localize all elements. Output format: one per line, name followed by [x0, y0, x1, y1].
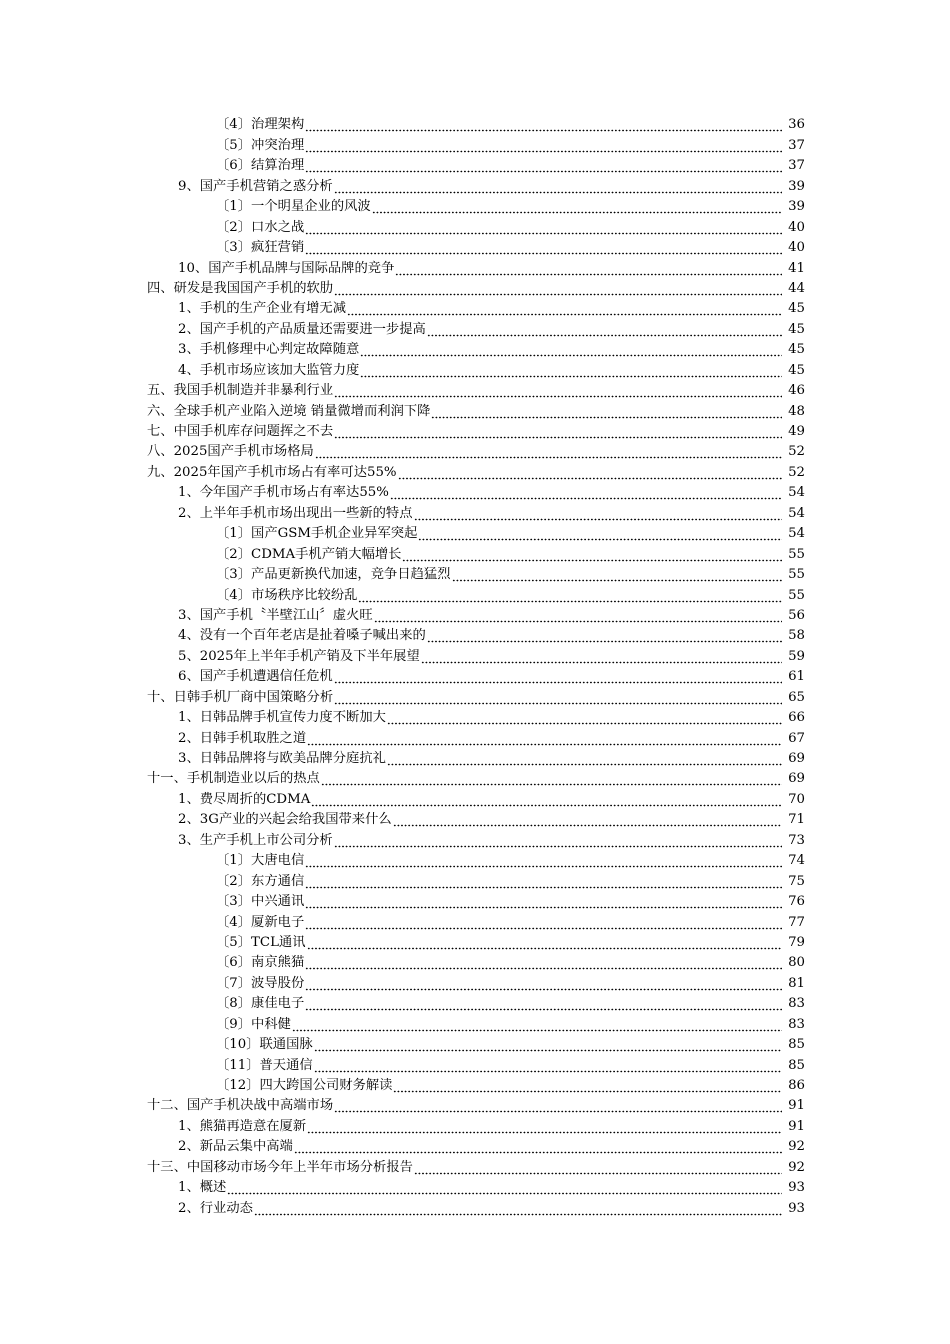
dot-leader: [314, 1038, 782, 1052]
toc-entry-page-number: 69: [788, 751, 805, 766]
dot-leader: [334, 425, 782, 439]
toc-entry-title: 〔3〕产品更新换代加速，竞争日趋猛烈: [216, 567, 451, 583]
toc-entry[interactable]: [0, 933, 805, 953]
table-of-contents: [0, 115, 950, 1219]
dot-leader: [347, 302, 782, 316]
toc-entry-page-number: 45: [788, 321, 805, 337]
dot-leader: [358, 589, 782, 603]
toc-entry[interactable]: [0, 197, 805, 217]
toc-entry-title: 〔6〕结算治理: [216, 158, 305, 174]
dot-leader: [398, 466, 782, 480]
toc-entry-page-number: 91: [788, 1118, 805, 1134]
toc-entry-title: 十、日韩手机厂商中国策略分析: [147, 689, 334, 705]
toc-entry-title: 2、上半年手机市场出现出一些新的特点: [178, 505, 413, 521]
toc-entry-title: 〔1〕大唐电信: [216, 853, 305, 869]
toc-entry-title: 〔4〕市场秩序比较纷乱: [216, 587, 358, 603]
toc-entry-page-number: 86: [788, 1078, 805, 1093]
dot-leader: [414, 507, 782, 521]
dot-leader: [395, 262, 782, 276]
toc-entry[interactable]: [0, 401, 805, 421]
toc-entry-title: 〔3〕中兴通讯: [216, 894, 305, 910]
toc-entry-page-number: 39: [788, 178, 805, 194]
toc-entry-page-number: 49: [788, 424, 805, 439]
toc-entry-page-number: 56: [788, 607, 805, 623]
toc-entry-title: 〔4〕厦新电子: [216, 914, 305, 930]
toc-entry[interactable]: [0, 646, 805, 666]
dot-leader: [334, 180, 782, 194]
toc-entry[interactable]: [0, 892, 805, 912]
toc-entry-title: 5、2025年上半年手机产销及下半年展望: [178, 648, 420, 664]
toc-entry-page-number: 83: [788, 996, 805, 1012]
dot-leader: [254, 1202, 782, 1216]
toc-entry[interactable]: [0, 544, 805, 564]
toc-entry-page-number: 73: [788, 832, 805, 848]
toc-entry-title: 〔6〕南京熊猫: [216, 955, 305, 971]
dot-leader: [305, 159, 782, 173]
dot-leader: [334, 670, 782, 684]
toc-entry-title: 〔5〕冲突治理: [216, 137, 305, 153]
dot-leader: [334, 1099, 782, 1113]
toc-entry-title: 3、日韩品牌将与欧美品牌分庭抗礼: [178, 751, 386, 766]
toc-entry-title: 2、新品云集中高端: [178, 1139, 293, 1155]
toc-entry-page-number: 41: [788, 260, 805, 276]
toc-entry[interactable]: [0, 912, 805, 932]
toc-entry-page-number: 45: [788, 362, 805, 378]
toc-entry-title: 3、手机修理中心判定故障随意: [178, 342, 360, 358]
toc-entry-page-number: 61: [788, 669, 805, 685]
dot-leader: [360, 364, 782, 378]
toc-entry[interactable]: [0, 953, 805, 973]
toc-entry-title: 十二、国产手机决战中高端市场: [147, 1098, 334, 1114]
toc-entry[interactable]: [0, 299, 805, 319]
toc-entry-page-number: 58: [788, 628, 805, 644]
dot-leader: [414, 1161, 782, 1175]
dot-leader: [387, 711, 782, 725]
toc-entry-page-number: 46: [788, 383, 805, 399]
toc-entry-page-number: 69: [788, 771, 805, 787]
toc-entry[interactable]: [0, 279, 805, 299]
toc-entry-title: 〔7〕波导股份: [216, 975, 305, 991]
toc-entry-page-number: 93: [788, 1180, 805, 1196]
dot-leader: [374, 609, 782, 623]
dot-leader: [372, 200, 782, 214]
toc-entry[interactable]: [0, 381, 805, 401]
dot-leader: [334, 282, 782, 296]
toc-entry-title: 〔4〕治理架构: [216, 117, 305, 133]
toc-entry-page-number: 85: [788, 1037, 805, 1053]
toc-entry[interactable]: [0, 503, 805, 523]
toc-entry[interactable]: [0, 830, 805, 850]
dot-leader: [315, 445, 782, 459]
toc-entry[interactable]: [0, 319, 805, 339]
toc-entry-page-number: 40: [788, 240, 805, 256]
toc-entry-title: 八、2025国产手机市场格局: [147, 444, 314, 460]
dot-leader: [387, 752, 782, 766]
toc-entry-page-number: 81: [788, 975, 805, 991]
toc-entry[interactable]: [0, 667, 805, 687]
dot-leader: [305, 875, 782, 889]
toc-entry-title: 九、2025年国产手机市场占有率可达55%: [147, 464, 397, 480]
toc-entry-title: 4、手机市场应该加大监管力度: [178, 362, 360, 378]
toc-entry-title: 2、日韩手机取胜之道: [178, 730, 307, 746]
toc-entry-title: 十一、手机制造业以后的热点: [147, 771, 320, 787]
toc-entry-title: 4、没有一个百年老店是扯着嗓子喊出来的: [178, 628, 426, 644]
dot-leader: [452, 568, 782, 582]
toc-entry-title: 十三、中国移动市场今年上半年市场分析报告: [147, 1159, 413, 1175]
toc-entry[interactable]: [0, 1076, 805, 1096]
toc-entry[interactable]: [0, 238, 805, 258]
toc-entry[interactable]: [0, 1096, 805, 1116]
toc-entry[interactable]: [0, 524, 805, 544]
toc-entry[interactable]: [0, 1055, 805, 1075]
toc-entry-title: 1、今年国产手机市场占有率达55%: [178, 485, 389, 501]
toc-entry[interactable]: [0, 585, 805, 605]
toc-entry-page-number: 37: [788, 137, 805, 153]
toc-entry-title: 六、全球手机产业陷入逆境 销量微增而利润下降: [147, 403, 431, 419]
dot-leader: [314, 1059, 782, 1073]
toc-entry[interactable]: [0, 687, 805, 707]
toc-entry-title: 〔11〕普天通信: [216, 1057, 313, 1073]
toc-entry-page-number: 93: [788, 1200, 805, 1216]
dot-leader: [334, 691, 782, 705]
toc-entry-title: 〔10〕联通国脉: [216, 1037, 313, 1053]
dot-leader: [307, 936, 782, 950]
toc-entry-page-number: 37: [788, 158, 805, 174]
toc-entry-title: 1、手机的生产企业有增无减: [178, 301, 347, 317]
dot-leader: [307, 1120, 782, 1134]
toc-entry-page-number: 55: [788, 546, 805, 562]
toc-entry-title: 1、费尽周折的CDMA: [178, 791, 311, 807]
toc-entry-page-number: 92: [788, 1159, 805, 1175]
toc-entry-title: 〔8〕康佳电子: [216, 996, 305, 1012]
toc-entry-title: 3、国产手机〝半壁江山〞虚火旺: [178, 607, 373, 623]
toc-entry-page-number: 45: [788, 301, 805, 317]
toc-entry[interactable]: [0, 973, 805, 993]
dot-leader: [390, 486, 782, 500]
dot-leader: [334, 834, 782, 848]
toc-entry[interactable]: [0, 1198, 805, 1218]
toc-entry-page-number: 45: [788, 342, 805, 358]
toc-entry[interactable]: [0, 994, 805, 1014]
toc-entry-page-number: 65: [788, 689, 805, 705]
toc-entry-page-number: 77: [788, 914, 805, 930]
dot-leader: [393, 813, 782, 827]
toc-entry[interactable]: [0, 422, 805, 442]
toc-entry[interactable]: [0, 769, 805, 789]
toc-entry-title: 七、中国手机库存问题挥之不去: [147, 424, 334, 439]
toc-entry-page-number: 54: [788, 485, 805, 501]
toc-entry-title: 〔2〕口水之战: [216, 219, 305, 235]
toc-entry[interactable]: [0, 442, 805, 462]
toc-entry-page-number: 76: [788, 894, 805, 910]
toc-entry-page-number: 83: [788, 1016, 805, 1032]
dot-leader: [427, 323, 782, 337]
toc-entry-page-number: 66: [788, 710, 805, 726]
toc-entry-page-number: 39: [788, 199, 805, 215]
toc-entry-page-number: 92: [788, 1139, 805, 1155]
toc-entry-title: 6、国产手机遭遇信任危机: [178, 669, 333, 685]
toc-entry-title: 五、我国手机制造并非暴利行业: [147, 383, 334, 399]
toc-entry[interactable]: [0, 1137, 805, 1157]
toc-entry[interactable]: [0, 360, 805, 380]
dot-leader: [431, 405, 782, 419]
toc-entry-page-number: 75: [788, 873, 805, 889]
dot-leader: [305, 854, 782, 868]
toc-entry-page-number: 80: [788, 955, 805, 971]
toc-entry[interactable]: [0, 1014, 805, 1034]
toc-entry-title: 1、概述: [178, 1180, 227, 1196]
toc-entry[interactable]: [0, 626, 805, 646]
toc-entry-title: 10、国产手机品牌与国际品牌的竞争: [178, 260, 395, 276]
toc-entry-title: 〔5〕TCL通讯: [216, 934, 306, 950]
dot-leader: [427, 629, 782, 643]
toc-entry-page-number: 59: [788, 648, 805, 664]
toc-entry[interactable]: [0, 708, 805, 728]
toc-entry-title: 2、行业动态: [178, 1200, 253, 1216]
dot-leader: [393, 1079, 782, 1093]
toc-entry-title: 9、国产手机营销之惑分析: [178, 178, 333, 194]
toc-entry[interactable]: [0, 176, 805, 196]
toc-entry-page-number: 71: [788, 812, 805, 828]
dot-leader: [305, 221, 782, 235]
toc-entry[interactable]: [0, 749, 805, 769]
toc-entry-page-number: 91: [788, 1098, 805, 1114]
toc-entry-title: 〔2〕CDMA手机产销大幅增长: [216, 546, 402, 562]
dot-leader: [305, 118, 782, 132]
dot-leader: [421, 650, 782, 664]
toc-entry[interactable]: [0, 115, 805, 135]
dot-leader: [334, 384, 782, 398]
toc-entry-title: 四、研发是我国国产手机的软肋: [147, 280, 334, 296]
toc-entry[interactable]: [0, 810, 805, 830]
toc-entry[interactable]: [0, 462, 805, 482]
toc-entry-page-number: 79: [788, 934, 805, 950]
toc-entry-page-number: 52: [788, 464, 805, 480]
dot-leader: [418, 527, 782, 541]
toc-entry[interactable]: [0, 1178, 805, 1198]
dot-leader: [227, 1181, 782, 1195]
toc-entry[interactable]: [0, 135, 805, 155]
toc-entry-page-number: 55: [788, 587, 805, 603]
dot-leader: [305, 895, 782, 909]
toc-entry[interactable]: [0, 340, 805, 360]
toc-entry-page-number: 74: [788, 853, 805, 869]
dot-leader: [311, 793, 782, 807]
toc-entry[interactable]: [0, 258, 805, 278]
dot-leader: [305, 241, 782, 255]
toc-entry-page-number: 36: [788, 117, 805, 133]
toc-entry-page-number: 54: [788, 526, 805, 542]
toc-entry-title: 1、熊猫再造意在厦新: [178, 1118, 307, 1134]
toc-entry-title: 〔2〕东方通信: [216, 873, 305, 889]
toc-entry[interactable]: [0, 1116, 805, 1136]
dot-leader: [305, 997, 782, 1011]
toc-entry[interactable]: [0, 565, 805, 585]
dot-leader: [294, 1140, 782, 1154]
toc-entry[interactable]: [0, 1157, 805, 1177]
dot-leader: [292, 1018, 782, 1032]
toc-entry-page-number: 48: [788, 403, 805, 419]
toc-entry[interactable]: [0, 871, 805, 891]
toc-entry-page-number: 85: [788, 1057, 805, 1073]
dot-leader: [307, 732, 782, 746]
toc-entry[interactable]: [0, 606, 805, 626]
toc-entry-page-number: 44: [788, 280, 805, 296]
toc-entry-title: 〔12〕四大跨国公司财务解读: [216, 1078, 393, 1093]
toc-entry-page-number: 70: [788, 791, 805, 807]
toc-entry-title: 3、生产手机上市公司分析: [178, 832, 333, 848]
toc-entry-title: 2、国产手机的产品质量还需要进一步提高: [178, 321, 426, 337]
dot-leader: [305, 916, 782, 930]
dot-leader: [305, 956, 782, 970]
toc-entry-page-number: 67: [788, 730, 805, 746]
toc-entry-page-number: 54: [788, 505, 805, 521]
toc-entry[interactable]: [0, 483, 805, 503]
toc-entry[interactable]: [0, 728, 805, 748]
dot-leader: [360, 343, 782, 357]
dot-leader: [321, 772, 782, 786]
toc-entry[interactable]: [0, 789, 805, 809]
toc-entry-title: 〔3〕疯狂营销: [216, 240, 305, 256]
toc-entry-title: 2、3G产业的兴起会给我国带来什么: [178, 812, 392, 828]
toc-entry-page-number: 52: [788, 444, 805, 460]
toc-entry-title: 〔1〕一个明星企业的风波: [216, 199, 371, 215]
toc-entry-title: 1、日韩品牌手机宣传力度不断加大: [178, 710, 386, 726]
toc-entry[interactable]: [0, 851, 805, 871]
toc-entry-page-number: 55: [788, 567, 805, 583]
dot-leader: [402, 548, 782, 562]
toc-entry-title: 〔1〕国产GSM手机企业异军突起: [216, 526, 418, 542]
toc-entry[interactable]: [0, 156, 805, 176]
dot-leader: [305, 139, 782, 153]
dot-leader: [305, 977, 782, 991]
toc-entry[interactable]: [0, 1035, 805, 1055]
toc-entry[interactable]: [0, 217, 805, 237]
toc-entry-page-number: 40: [788, 219, 805, 235]
toc-entry-title: 〔9〕中科健: [216, 1016, 291, 1032]
